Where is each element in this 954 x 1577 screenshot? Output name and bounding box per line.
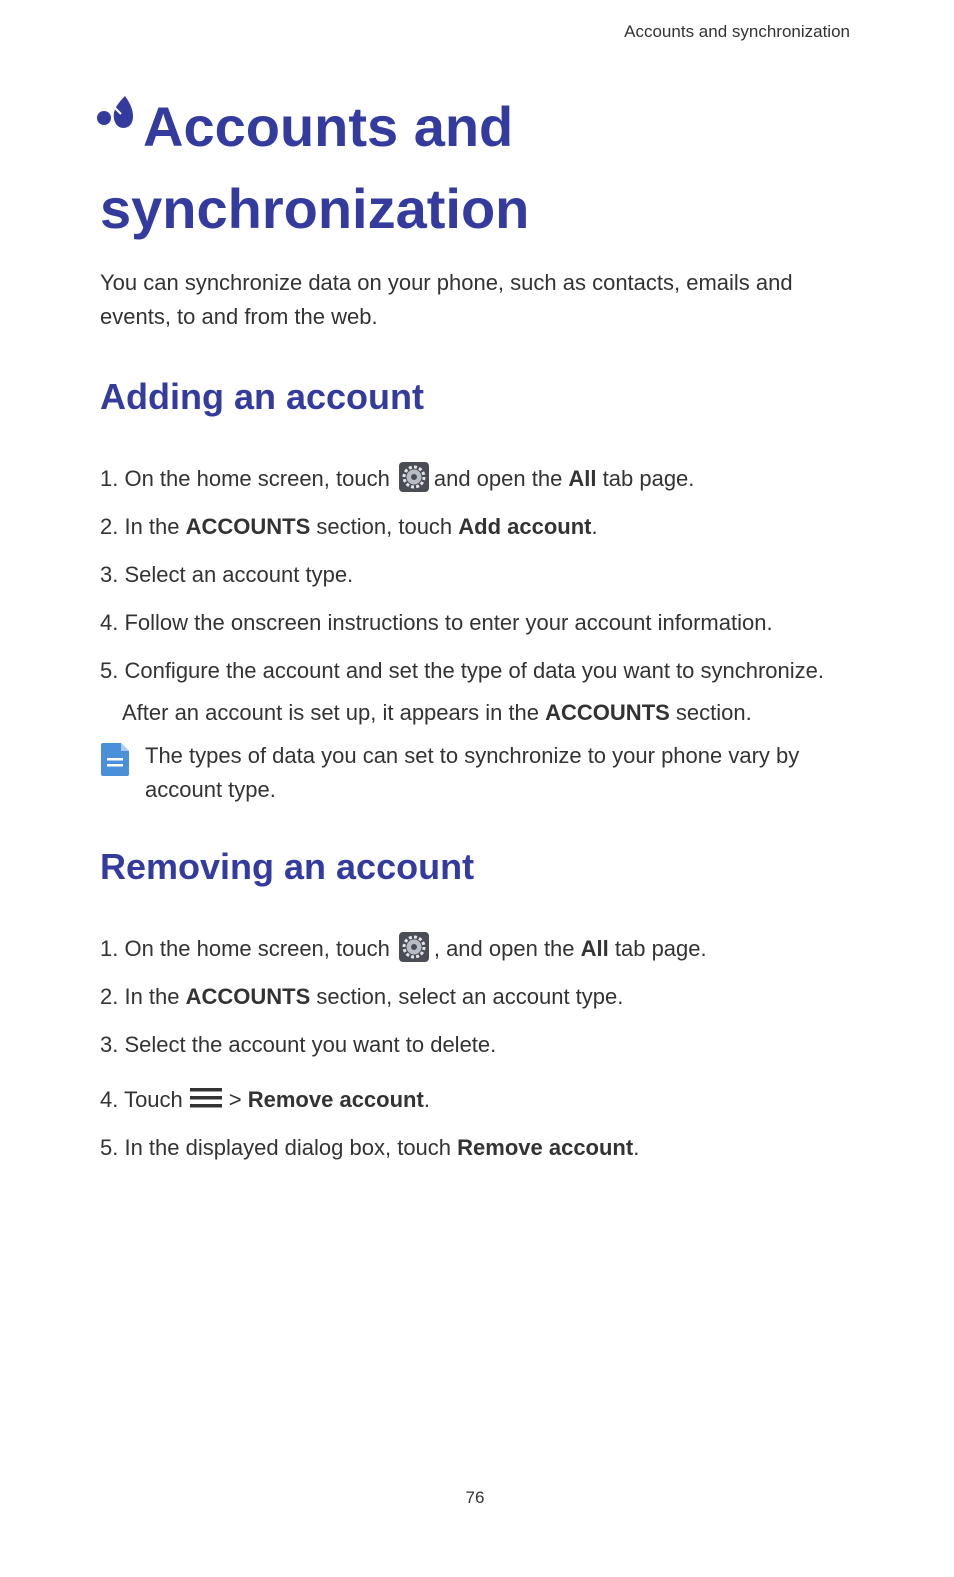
adding-step-5: 5. Configure the account and set the type of data you want to synchronize.: [100, 658, 825, 683]
note-icon: [100, 741, 132, 777]
settings-gear-icon: [398, 931, 430, 963]
removing-step-4: 4. Touch > Remove account.: [100, 1087, 430, 1112]
running-header: Accounts and synchronization: [624, 22, 850, 41]
intro-paragraph: You can synchronize data on your phone, such as contacts, emails and events, to and from the web.: [100, 270, 793, 329]
adding-step-2: 2. In the ACCOUNTS section, touch Add account.: [100, 514, 598, 539]
note-text: The types of data you can set to synchronize to your phone vary by account type.: [145, 743, 800, 802]
adding-step-4: 4. Follow the onscreen instructions to enter your account information.: [100, 610, 773, 635]
adding-account-heading: Adding an account: [100, 376, 424, 417]
removing-step-1: 1. On the home screen, touch , and open the All tab page.: [100, 934, 707, 966]
sync-drop-icon: [95, 90, 139, 134]
removing-step-5: 5. In the displayed dialog box, touch Remove account.: [100, 1135, 640, 1160]
menu-icon: [189, 1085, 223, 1111]
chapter-title: [95, 86, 855, 250]
removing-account-heading: Removing an account: [100, 846, 475, 887]
page-number: 76: [465, 1488, 485, 1507]
settings-gear-icon: [398, 461, 430, 493]
removing-step-2: 2. In the ACCOUNTS section, select an account type.: [100, 984, 624, 1009]
title-line-2: synchronization: [100, 177, 530, 240]
removing-step-3: 3. Select the account you want to delete.: [100, 1032, 497, 1057]
adding-step-1: 1. On the home screen, touch and open the All tab page.: [100, 464, 694, 496]
adding-after-note: After an account is set up, it appears in the ACCOUNTS section.: [122, 700, 752, 725]
adding-step-3: 3. Select an account type.: [100, 562, 354, 587]
title-line-1: Accounts and: [143, 95, 514, 158]
